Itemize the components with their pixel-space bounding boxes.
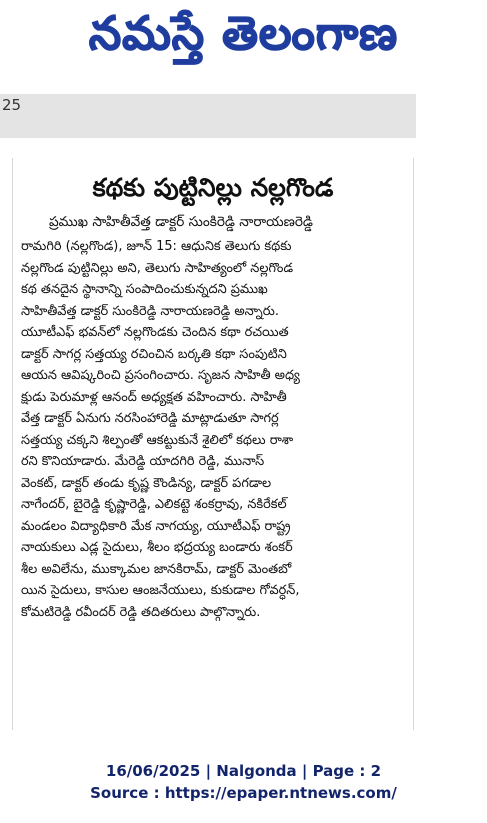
article-line: శీల అవిలేను, ముక్కామల జానకిరామ్, డాక్టర్ మెంతబో bbox=[21, 561, 292, 577]
page-footer bbox=[0, 760, 487, 804]
article-line: క్షుడు పెరుమాళ్ల ఆనంద్ అధ్యక్షత వహించారు. సాహితీ bbox=[21, 389, 287, 405]
article-line: నాగేందర్, బైరెడ్డి కృష్ణారెడ్డి, ఎలికట్టె శంకర్రావు, నకిరేకల్ bbox=[21, 497, 287, 512]
article-body bbox=[21, 236, 407, 623]
article-line: రని కొనియాడారు. మేరెడ్డి యాదగిరి రెడ్డి, మునాస్ bbox=[21, 454, 265, 469]
article-line: యిన సైదులు, కాసుల ఆంజనేయులు, కుకుడాల గోవర్ధన్, bbox=[21, 583, 300, 598]
article-line: నల్లగొండ పుట్టినిల్లు అని, తెలుగు సాహిత్యంలో నల్లగొండ bbox=[21, 260, 293, 276]
masthead bbox=[0, 0, 487, 78]
article-line: ఆయన ఆవిష్కరించి ప్రసంగించారు. సృజన సాహితీ అధ్య bbox=[21, 368, 300, 383]
newspaper-logo: నమస్తే తెలంగాణ bbox=[88, 6, 399, 60]
article-line: కోమటిరెడ్డి రవీందర్ రెడ్డి తదితరులు పాల్గొన్నారు. bbox=[21, 604, 261, 620]
article-line: కథ తనదైన స్థానాన్ని సంపాదించుకున్నదని ప్రముఖ bbox=[21, 282, 268, 297]
article-byline: ప్రముఖ సాహితీవేత్త డాక్టర్ సుంకిరెడ్డి నారాయణరెడ్డి bbox=[49, 214, 313, 230]
footer-info: 16/06/2025 | Nalgonda | Page : 2 bbox=[105, 762, 382, 780]
article-line: నాయకులు ఎడ్ల సైదులు, శీలం భద్రయ్య బండారు శంకర్ bbox=[21, 540, 293, 555]
footer-source: Source : https://epaper.ntnews.com/ bbox=[90, 784, 397, 802]
article-clipping bbox=[12, 158, 414, 730]
header-band bbox=[0, 94, 416, 138]
article-line: వేత్త డాక్టర్ ఏనుగు నరసింహారెడ్డి మాట్లాడుతూ సాగర్ల bbox=[21, 411, 279, 426]
article-line: యూటీఎఫ్ భవన్‌లో నల్లగొండకు చెందిన కథా రచయిత bbox=[21, 325, 289, 340]
article-headline: కథకు పుట్టినిల్లు నల్లగొండ bbox=[92, 173, 334, 202]
article-line: వెంకట్, డాక్టర్ తండు కృష్ణ కౌండిన్య, డాక్టర్ పగడాల bbox=[21, 475, 272, 491]
article-line: డాక్టర్ సాగర్ల సత్తయ్య రచించిన బర్కతి కథా సంపుటిని bbox=[21, 346, 287, 362]
band-number: 25 bbox=[2, 96, 22, 114]
article-line: సత్తయ్య చక్కని శిల్పంతో ఆకట్టుకునే శైలిలో కథలు రాశా bbox=[21, 432, 294, 448]
article-line: రామగిరి (నల్లగొండ), జూన్ 15: ఆధునిక తెలుగు కథకు bbox=[21, 239, 292, 254]
article-line: మండలం విద్యాధికారి మేక నాగయ్య, యూటీఎఫ్ రాష్ట్ర bbox=[21, 518, 291, 534]
article-line: సాహితీవేత్త డాక్టర్ సుంకిరెడ్డి నారాయణరెడ్డి అన్నారు. bbox=[21, 303, 279, 319]
